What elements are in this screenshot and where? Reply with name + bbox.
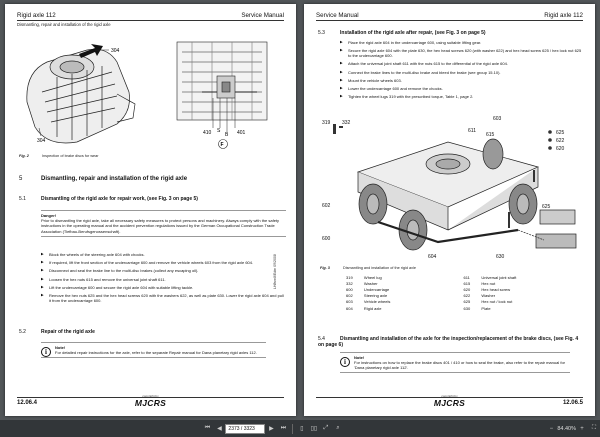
- list-item: ▶ Tighten the wheel lugs 319 with the prescribed torque, Table 1, page 2.: [340, 94, 585, 99]
- table-cell: Universal joint shaft: [481, 274, 517, 280]
- table-cell: Washer: [363, 280, 378, 286]
- figure-undercarriage: [318, 112, 583, 262]
- page-right: [304, 4, 595, 416]
- table-cell: Steering axle: [363, 293, 388, 299]
- figure-caption: [320, 266, 416, 270]
- copyright-text: copyright by: [441, 394, 458, 398]
- list-item: ▶ If required, lift the front section of the undercarriage 600 and remove the vehicle wheels 603 from the rigid axle 604.: [41, 260, 286, 265]
- table-cell: 332: [346, 280, 353, 286]
- fig-label: 625: [542, 204, 551, 210]
- viewer-toolbar: [0, 420, 600, 437]
- fig-label: S: [217, 128, 221, 134]
- danger-heading: Danger!: [41, 213, 57, 218]
- fig-label: 410: [203, 130, 212, 136]
- table-cell: Undercarriage: [363, 286, 390, 292]
- note-box: [41, 342, 266, 358]
- table-cell: 602: [346, 293, 353, 299]
- fig-label: 604: [428, 254, 437, 260]
- zoom-level[interactable]: 84.40%: [557, 425, 576, 432]
- fig-label: B: [225, 132, 229, 138]
- list-item: ▶ Lower the undercarriage 600 and remove the chocks.: [340, 86, 585, 91]
- list-item: ▶ Secure the rigid axle 604 with the plate 630, the hex head screws 620 (with washer 622) and hex head screw 625 / hex lock nut 625 to the undercarriage 600.: [340, 48, 585, 58]
- danger-notice: [41, 210, 286, 237]
- header-doc: Service Manual: [316, 12, 359, 19]
- parts-legend: [346, 274, 581, 311]
- fit-page-icon[interactable]: ⤢: [323, 425, 329, 431]
- last-page-button[interactable]: ⏭: [280, 425, 287, 431]
- zoom-in-button[interactable]: +: [580, 425, 584, 432]
- dismantling-steps: [41, 252, 286, 306]
- fig-label: 611: [468, 128, 476, 134]
- fig-label: 602: [322, 203, 331, 209]
- fig-label: 304: [111, 48, 120, 54]
- table-cell: 603: [346, 299, 353, 305]
- subsection-heading: 5.4 Dismantling and installation of the axle for the inspection/replacement of the brake discs, (see Fig. 4 on page 6): [318, 336, 579, 348]
- note-box: [340, 352, 570, 373]
- table-cell: 615: [463, 280, 471, 286]
- table-row: [346, 305, 581, 311]
- info-icon: i: [340, 357, 350, 367]
- document-code: LH8vm8/Edm 09/2008: [273, 254, 277, 289]
- table-cell: Hex nut: [481, 280, 496, 286]
- copyright-text: copyright by: [142, 394, 159, 398]
- list-item: ▶ Disconnect and seal the brake line to the multi-disc brakes (collect any escaping oil).: [41, 268, 286, 273]
- list-item: ▶ Remove the hex nuts 625 and the hex head screws 620 with the washers 622, as well as plate 630. Lower the rigid axle 604 and pull it from the undercarriage 600.: [41, 293, 286, 303]
- table-cell: Hex head screw: [481, 286, 511, 292]
- fig-label: 401: [237, 130, 246, 136]
- header-subtitle: Dismantling, repair and installation of the rigid axle: [17, 22, 111, 27]
- header-doc: Service Manual: [241, 12, 284, 19]
- fig-label: 620: [556, 146, 565, 152]
- table-cell: Washer: [481, 293, 496, 299]
- fig-label: 332: [342, 120, 351, 126]
- subsection-heading: 5.1 Dismantling of the rigid axle for repair work, (see Fig. 3 on page 5): [19, 196, 198, 202]
- brand-logo: MJCRS: [134, 398, 167, 408]
- table-cell: 630: [463, 305, 471, 311]
- list-item: ▶ Place the rigid axle 604 in the undercarriage 600, using suitable lifting gear.: [340, 40, 585, 45]
- list-item: ▶ Attach the universal joint shaft 611 with the nuts 615 to the differential of the rigid axle 604.: [340, 61, 585, 66]
- table-cell: 600: [346, 286, 353, 292]
- brand-logo: MJCRS: [433, 398, 466, 408]
- page-number: 12.06.5: [562, 400, 583, 406]
- zoom-out-button[interactable]: −: [549, 425, 554, 432]
- caption-number: Fig. 2: [19, 154, 29, 158]
- table-cell: 622: [463, 293, 471, 299]
- previous-page-button[interactable]: ◀: [217, 426, 222, 432]
- first-page-button[interactable]: ⏮: [204, 425, 211, 431]
- table-cell: 611: [463, 274, 470, 280]
- page-header: [17, 12, 284, 27]
- figure-caption: [19, 154, 99, 158]
- table-cell: Plate: [481, 305, 491, 311]
- table-cell: 620: [463, 286, 471, 292]
- search-icon[interactable]: ⌕: [336, 425, 340, 431]
- header-title: Rigid axle 112: [17, 12, 56, 19]
- info-icon: i: [41, 347, 51, 357]
- fig-label: 319: [322, 120, 331, 126]
- two-page-view-icon[interactable]: ▯▯: [310, 426, 318, 432]
- page-number: 12.06.4: [17, 400, 38, 406]
- list-item: ▶ Connect the brake lines to the multi-disc brake and bleed the brake (see group 15.10).: [340, 70, 585, 75]
- fullscreen-icon[interactable]: ⛶: [591, 425, 597, 431]
- table-cell: 625: [463, 299, 471, 305]
- list-item: ▶ Lift the undercarriage 600 and secure the rigid axle 604 with suitable lifting tackle.: [41, 285, 286, 290]
- fig-label: 615: [486, 132, 495, 138]
- caption-text: Dismantling and installation of the rigid axle: [342, 266, 417, 270]
- fig-label: 600: [322, 236, 331, 242]
- fig-label: 625: [556, 130, 565, 136]
- single-page-view-icon[interactable]: ▯: [300, 426, 304, 432]
- list-item: ▶ Mount the vehicle wheels 603.: [340, 78, 585, 83]
- table-cell: Wheel lug: [363, 274, 382, 280]
- subsection-heading: 5.2 Repair of the rigid axle: [19, 329, 95, 335]
- fig-label: 630: [496, 254, 505, 260]
- table-cell: 604: [346, 305, 353, 311]
- figure-brake-discs: [17, 32, 284, 150]
- table-cell: 319: [346, 274, 353, 280]
- list-item: ▶ Block the wheels of the steering axle 604 with chocks.: [41, 252, 286, 257]
- subsection-heading: 5.3 Installation of the rigid axle after repair, (see Fig. 3 on page 5): [318, 30, 486, 36]
- note-heading: Note!: [55, 345, 66, 350]
- note-heading: Note!: [354, 355, 365, 360]
- installation-steps: [340, 40, 585, 102]
- page-footer: [17, 397, 284, 406]
- list-item: ▶ Loosen the hex nuts 615 and remove the universal joint shaft 611.: [41, 277, 286, 282]
- fig-label: 622: [556, 138, 565, 144]
- section-heading: 5 Dismantling, repair and installation of the rigid axle: [19, 176, 188, 182]
- caption-number: Fig. 3: [320, 266, 330, 270]
- danger-text: Prior to dismantling the rigid axle, take all necessary safety measures to protect persons and machinery. Always comply with the safety instructions in the operating manual and the accident prevention regulations issued by the German Occupational Construction Trade Association (Tiefbau-Berufsgenossenschaft).: [41, 218, 280, 234]
- page-left: [5, 4, 296, 416]
- table-cell: Hex nut / lock nut: [481, 299, 513, 305]
- fig-label: F: [220, 142, 224, 148]
- next-page-button[interactable]: ▶: [269, 426, 274, 432]
- page-footer: [316, 397, 583, 406]
- page-header: [316, 12, 583, 21]
- fig-label: 304: [37, 138, 46, 144]
- caption-text: Inspection of brake discs for wear: [41, 154, 99, 158]
- note-text: For instructions on how to replace the brake discs 401 / 410 or how to seal the brake, also refer to the repair manual for 'Dana planetary rigid axle 112'.: [354, 360, 566, 370]
- fig-label: 603: [493, 116, 502, 122]
- table-cell: Vehicle wheels: [363, 299, 391, 305]
- table-cell: Rigid axle: [363, 305, 382, 311]
- page-number-input[interactable]: 2373 / 3323: [225, 424, 265, 434]
- note-text: For detailed repair instructions for the axle, refer to the separate Repair manual for Dana planetary rigid axles 112.: [55, 350, 257, 355]
- header-title: Rigid axle 112: [544, 12, 583, 19]
